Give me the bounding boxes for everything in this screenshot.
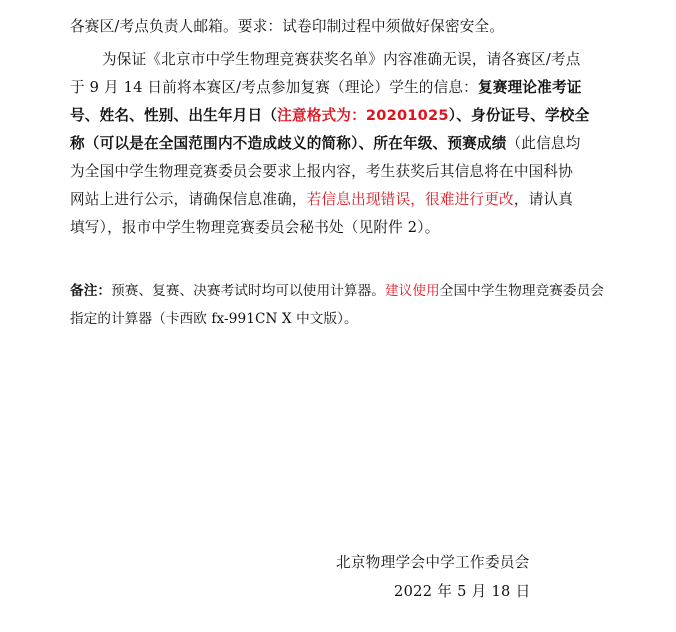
paragraph2-bold-3b: ）、身份证号、学校全 [448, 107, 590, 124]
note-text-1b: 全国中学生物理竞赛委员会 [439, 283, 605, 299]
paragraph2-line3 [70, 106, 589, 126]
paragraph2-text-6b: ，请认真 [513, 191, 574, 208]
note-line2 [70, 309, 358, 329]
paragraph2-bold-3a: 号、姓名、性别、出生年月日（ [70, 107, 278, 124]
paragraph1-text: 各赛区/考点负责人邮箱。要求：试卷印制过程中须做好保密安全。 [70, 18, 505, 35]
recommendation: 建议使用 [384, 283, 440, 299]
paragraph2-line6 [70, 190, 573, 210]
paragraph2-text-7: 填写），报市中学生物理竞赛委员会秘书处（见附件 2）。 [70, 219, 440, 236]
note-text-1: 预赛、复赛、决赛考试时均可以使用计算器。 [111, 283, 385, 299]
paragraph1-line1 [70, 17, 504, 37]
signature-date: 2022 年 5 月 18 日 [394, 583, 531, 600]
date-format-note: 注意格式为：20201025 [277, 107, 449, 124]
paragraph2-text-1: 为保证《北京市中学生物理竞赛获奖名单》内容准确无误，请各赛区/考点 [102, 51, 581, 68]
signature-organization: 北京物理学会中学工作委员会 [336, 554, 530, 571]
paragraph2-bold-4: 称（可以是在全国范围内不造成歧义的简称）、所在年级、预赛成绩 [70, 135, 507, 152]
paragraph2-line4 [70, 134, 581, 154]
paragraph2-line7 [70, 218, 440, 238]
paragraph2-line2 [70, 78, 582, 98]
paragraph2-line1 [102, 50, 581, 70]
paragraph2-text-5: 为全国中学生物理竞赛委员会要求上报内容，考生获奖后其信息将在中国科协 [70, 163, 573, 180]
note-text-2: 指定的计算器（卡西欧 fx-991CN X 中文版）。 [70, 311, 358, 327]
paragraph2-bold-2: 复赛理论准考证 [477, 79, 582, 96]
paragraph2-line5 [70, 162, 573, 182]
note-label: 备注： [70, 283, 112, 299]
note-line1 [70, 281, 604, 301]
paragraph2-text-2: 于 9 月 14 日前将本赛区/考点参加复赛（理论）学生的信息： [70, 79, 478, 96]
error-warning: 若信息出现错误，很难进行更改 [306, 191, 514, 208]
paragraph2-text-6a: 网站上进行公示，请确保信息准确， [70, 191, 307, 208]
paragraph2-text-4: （此信息均 [506, 135, 581, 152]
